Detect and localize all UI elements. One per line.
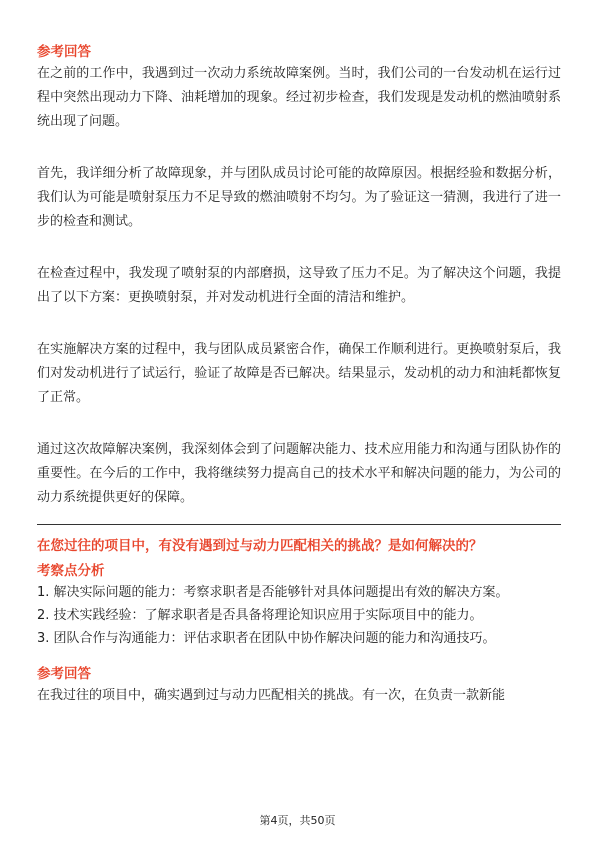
answer-paragraph: 通过这次故障解决案例，我深刻体会到了问题解决能力、技术应用能力和沟通与团队协作的重要性。在今后的工作中，我将继续努力提高自己的技术水平和解决问题的能力，为公司的动力系统提供更好的保障。 — [37, 442, 561, 505]
answer-paragraph: 首先，我详细分析了故障现象，并与团队成员讨论可能的故障原因。根据经验和数据分析，我们认为可能是喷射泵压力不足导致的燃油喷射不均匀。为了验证这一猜测，我进行了进一步的检查和测试。 — [37, 166, 561, 229]
answer-paragraph: 在检查过程中，我发现了喷射泵的内部磨损，这导致了压力不足。为了解决这个问题，我提出了以下方案：更换喷射泵，并对发动机进行全面的清洁和维护。 — [37, 266, 561, 305]
page-content — [37, 42, 561, 708]
answer-paragraph: 在我过往的项目中，确实遇到过与动力匹配相关的挑战。有一次，在负责一款新能 — [37, 688, 506, 703]
analysis-heading: 考察点分析 — [37, 563, 105, 579]
reference-answer-heading: 参考回答 — [37, 44, 91, 60]
analysis-item: 1. 解决实际问题的能力：考察求职者是否能够针对具体问题提出有效的解决方案。 — [37, 585, 509, 600]
analysis-item: 2. 技术实践经验：了解求职者是否具备将理论知识应用于实际项目中的能力。 — [37, 608, 483, 623]
section-divider — [37, 524, 561, 525]
answer-paragraph: 在之前的工作中，我遇到过一次动力系统故障案例。当时，我们公司的一台发动机在运行过程中突然出现动力下降、油耗增加的现象。经过初步检查，我们发现是发动机的燃油喷射系统出现了问题。 — [37, 66, 561, 129]
interview-question: 在您过往的项目中，有没有遇到过与动力匹配相关的挑战？是如何解决的？ — [37, 538, 483, 554]
page-number-footer: 第4页，共50页 — [259, 814, 336, 827]
answer-paragraph: 在实施解决方案的过程中，我与团队成员紧密合作，确保工作顺利进行。更换喷射泵后，我们对发动机进行了试运行，验证了故障是否已解决。结果显示，发动机的动力和油耗都恢复了正常。 — [37, 342, 561, 405]
reference-answer-heading: 参考回答 — [37, 666, 91, 682]
analysis-item: 3. 团队合作与沟通能力：评估求职者在团队中协作解决问题的能力和沟通技巧。 — [37, 631, 496, 646]
